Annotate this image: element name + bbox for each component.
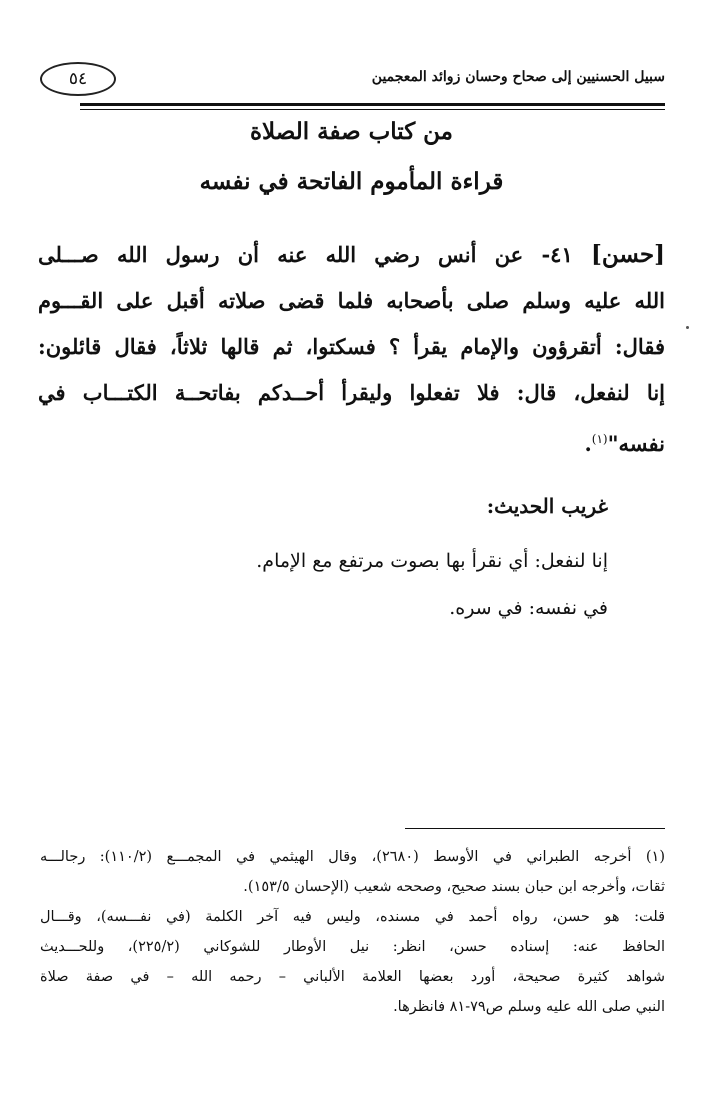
footnote-line: شواهد كثيرة صحيحة، أورد بعضها العلامة الألباني – رحمه الله – في صفة صلاة	[40, 969, 665, 985]
hadith-line: فقال: أتقرؤون والإمام يقرأ ؟ فسكتوا، ثم قالها ثلاثاً، فقال قائلون:	[38, 334, 665, 359]
gloss-heading: غريب الحديث:	[486, 494, 608, 518]
margin-speck	[686, 326, 689, 329]
header-rule-thick	[80, 103, 665, 106]
hadith-line: الله عليه وسلم صلى بأصحابه فلما قضى صلاته أقبل على القـــوم	[38, 288, 665, 313]
page-number: ٥٤	[40, 62, 116, 96]
footnote-line: قلت: هو حسن، رواه أحمد في مسنده، وليس فيه آخر الكلمة (في نفـــسه)، وقـــال	[40, 909, 665, 925]
gloss-item: في نفسه: في سره.	[449, 597, 608, 619]
footnotes	[40, 842, 665, 1022]
footnote-line: الحافظ عنه: إسناده حسن، انظر: نيل الأوطار للشوكاني (٢٢٥/٢)، وللحـــديث	[40, 939, 665, 955]
book-title: من كتاب صفة الصلاة	[249, 118, 453, 145]
footnote-reference: (١)	[591, 432, 608, 446]
hadith-line: إنا لنفعل، قال: فلا تفعلوا وليقرأ أحــدكم بفاتحــة الكتـــاب في	[38, 380, 665, 405]
gloss-item: إنا لنفعل: أي نقرأ بها بصوت مرتفع مع الإمام.	[256, 550, 608, 572]
footnote-separator	[405, 828, 665, 829]
header-rule-thin	[80, 109, 665, 110]
chapter-title: قراءة المأموم الفاتحة في نفسه	[199, 168, 504, 195]
hadith-text	[38, 232, 665, 467]
hadith-line: [حسن] ٤١- عن أنس رضي الله عنه أن رسول الله صـــلى	[38, 241, 665, 268]
footnote-line: ثقات، وأخرجه ابن حبان بسند صحيح، وصححه شعيب (الإحسان ١٥٣/٥).	[243, 879, 665, 895]
grade-label: [حسن]	[590, 241, 665, 268]
page-header	[40, 62, 665, 102]
hadith-line: نفسه"$^{(١)}$.	[584, 431, 665, 456]
footnote-line: النبي صلى الله عليه وسلم ص٧٩-٨١ فانظرها.	[393, 999, 665, 1015]
running-title: سبيل الحسنيين إلى صحاح وحسان زوائد المعجمين	[371, 69, 665, 85]
footnote-line: (١) أخرجه الطبراني في الأوسط (٢٦٨٠)، وقال الهيثمي في المجمـــع (١١٠/٢): رجالـــه	[40, 849, 666, 865]
